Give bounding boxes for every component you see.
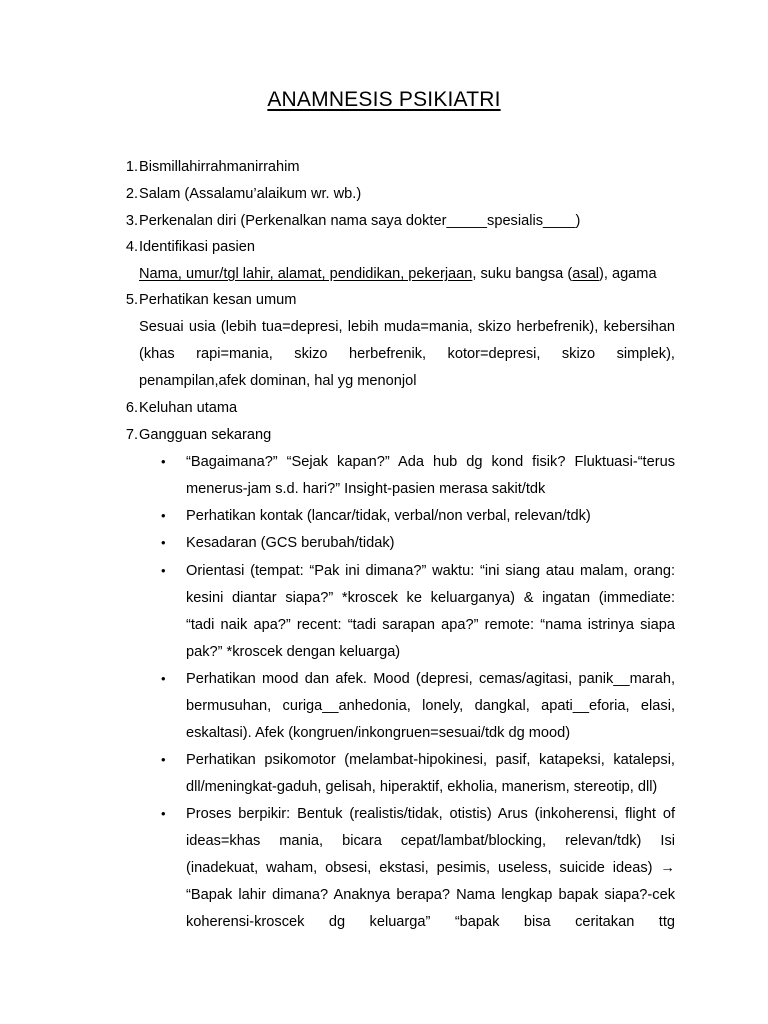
bullet-line: “Bapak lahir dimana? Anaknya berapa? Nama lengkap bapak siapa?-cek [186, 887, 675, 903]
item-number: 1. [125, 159, 138, 175]
bullet-item: • Perhatikan mood dan afek. Mood (depresi, cemas/agitasi, panik__marah, [161, 671, 675, 687]
item-text: Keluhan utama [139, 400, 238, 416]
item-5-detail-line: (khas rapi=mania, skizo herbefrenik, kotor=depresi, skizo simplek), [139, 346, 675, 362]
item-number: 4. [125, 239, 138, 255]
item-5-detail-line: penampilan,afek dominan, hal yg menonjol [139, 373, 417, 389]
item-4-detail [0, 264, 768, 284]
item-number: 7. [125, 427, 138, 443]
bullet-line: dll/meningkat-gaduh, gelisah, hiperaktif, ekholia, manerism, stereotip, dll) [186, 779, 658, 795]
bullet-line: kesini diantar siapa?” *kroscek ke keluarganya) & ingatan (immediate: [186, 590, 675, 606]
bullet-item: • Perhatikan psikomotor (melambat-hipokinesi, pasif, katapeksi, katalepsi, [161, 752, 675, 768]
bullet-icon: • [161, 508, 166, 523]
item-text: Bismillahirrahmanirrahim [139, 159, 300, 175]
identity-fields-text: , suku bangsa ( [472, 266, 573, 282]
list-item-4 [0, 237, 768, 257]
origin-underlined: asal [572, 266, 599, 282]
bullet-item: • Orientasi (tempat: “Pak ini dimana?” waktu: “ini siang atau malam, orang: [161, 563, 675, 579]
bullet-icon: • [161, 563, 166, 578]
item-text: Perhatikan kesan umum [139, 292, 297, 308]
item-text: Perkenalan diri (Perkenalkan nama saya dokter_____spesialis____) [139, 213, 581, 229]
page-title: ANAMNESIS PSIKIATRI [267, 88, 501, 111]
bullet-item: • Proses berpikir: Bentuk (realistis/tidak, otistis) Arus (inkoherensi, flight of [161, 806, 675, 822]
bullet-item: • Kesadaran (GCS berubah/tidak) [161, 535, 395, 551]
bullet-icon: • [161, 806, 166, 821]
bullet-icon: • [161, 752, 166, 767]
bullet-icon: • [161, 535, 166, 550]
bullet-line: menerus-jam s.d. hari?” Insight-pasien merasa sakit/tdk [186, 481, 546, 497]
bullet-icon: • [161, 671, 166, 686]
item-5-detail-line: Sesuai usia (lebih tua=depresi, lebih muda=mania, skizo herbefrenik), kebersihan [139, 319, 675, 335]
item-text: Gangguan sekarang [139, 427, 272, 443]
list-item-7 [0, 425, 768, 445]
identity-fields-tail: ), agama [598, 266, 657, 282]
item-number: 5. [125, 292, 138, 308]
bullet-line: eskaltasi). Afek (kongruen/inkongruen=sesuai/tdk dg mood) [186, 725, 571, 741]
bullet-line: bermusuhan, curiga__anhedonia, lonely, dangkal, apati__eforia, elasi, [186, 698, 675, 714]
item-number: 2. [125, 186, 138, 202]
item-text: Identifikasi pasien [139, 239, 256, 255]
list-item-2 [0, 184, 768, 204]
bullet-item: • Perhatikan kontak (lancar/tidak, verbal/non verbal, relevan/tdk) [161, 508, 591, 524]
bullet-item: • “Bagaimana?” “Sejak kapan?” Ada hub dg kond fisik? Fluktuasi-“terus [161, 454, 675, 470]
bullet-line: (inadekuat, waham, obsesi, ekstasi, pesimis, useless, suicide ideas) → [186, 860, 675, 876]
item-text: Salam (Assalamu’alaikum wr. wb.) [139, 186, 362, 202]
bullet-line: koherensi-kroscek dg keluarga” “bapak bisa ceritakan ttg [186, 914, 675, 930]
list-item-1 [0, 157, 768, 177]
bullet-line: “tadi naik apa?” recent: “tadi sarapan apa?” remote: “nama istrinya siapa [186, 617, 675, 633]
bullet-line: pak?” *kroscek dengan keluarga) [186, 644, 401, 660]
list-item-3 [0, 211, 768, 231]
item-number: 3. [125, 213, 138, 229]
item-number: 6. [125, 400, 138, 416]
list-item-6 [0, 398, 768, 418]
bullet-icon: • [161, 454, 166, 469]
identity-fields-underlined: Nama, umur/tgl lahir, alamat, pendidikan, pekerjaan [139, 266, 473, 282]
list-item-5 [0, 290, 768, 310]
bullet-line: ideas=khas mania, bicara cepat/lambat/blocking, relevan/tdk) Isi [186, 833, 675, 849]
